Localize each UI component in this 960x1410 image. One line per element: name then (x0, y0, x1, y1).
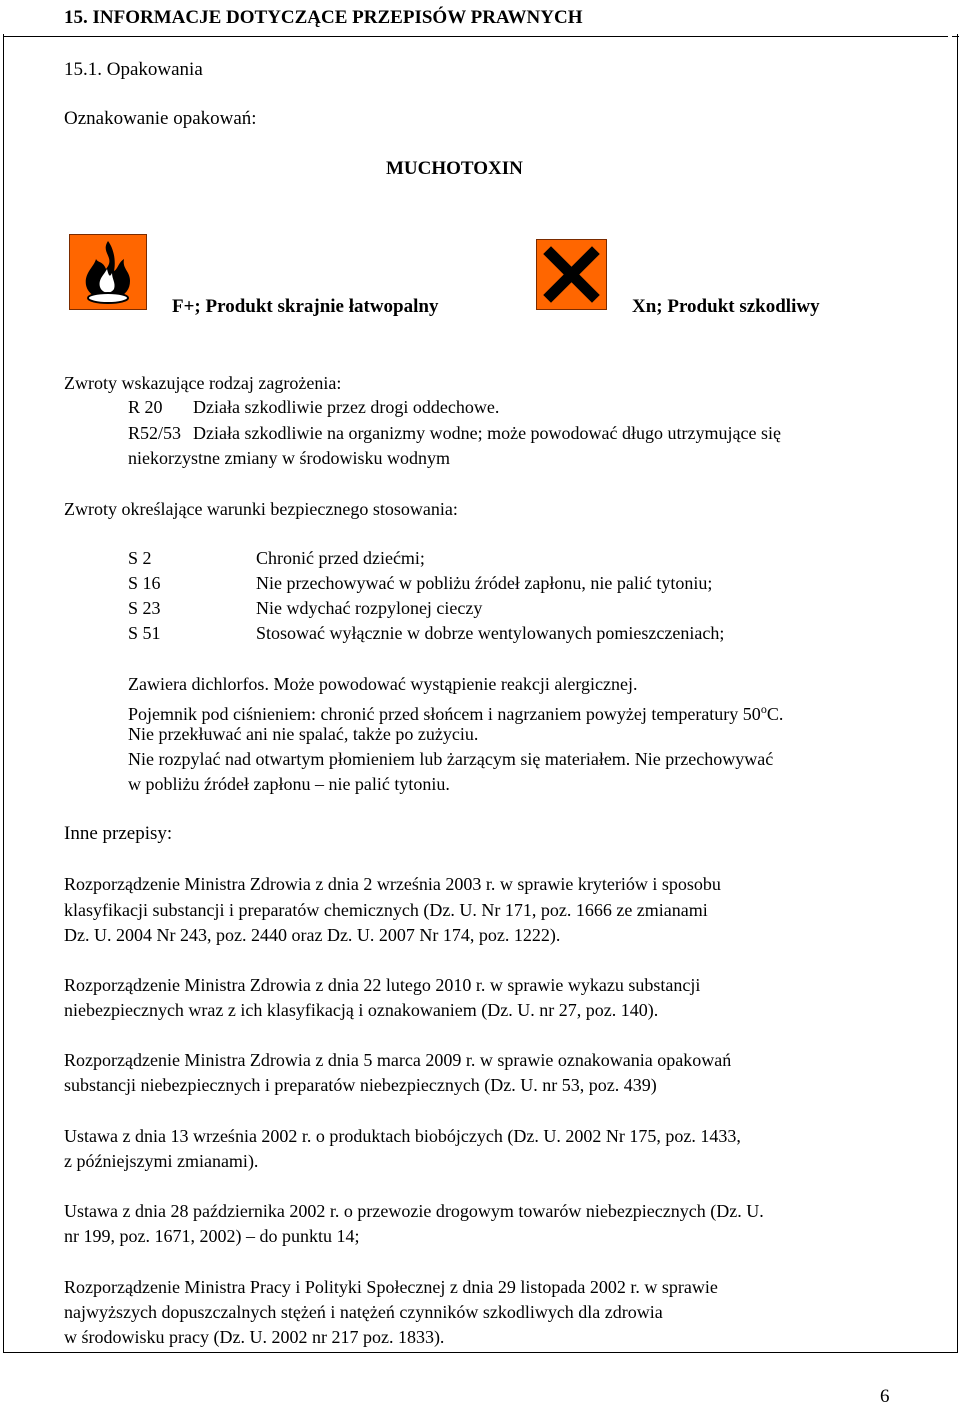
s-phrase-code: S 23 (128, 598, 161, 618)
regulation-line: Ustawa z dnia 28 października 2002 r. o przewozie drogowym towarów niebezpiecznych (Dz. U. (64, 1201, 764, 1221)
other-regulations-label: Inne przepisy: (64, 823, 173, 844)
regulation-line: substancji niebezpiecznych i preparatów niebezpiecznych (Dz. U. nr 53, poz. 439) (64, 1075, 657, 1095)
regulation-line: niebezpiecznych wraz z ich klasyfikacją i oznakowaniem (Dz. U. nr 27, poz. 140). (64, 1000, 659, 1020)
cross-icon (536, 239, 607, 310)
additional-line: Zawiera dichlorfos. Może powodować wystąpienie reakcji alergicznej. (128, 674, 638, 694)
r-phrase-text: Działa szkodliwie przez drogi oddechowe. (193, 397, 500, 417)
regulation-line: Rozporządzenie Ministra Zdrowia z dnia 2 września 2003 r. w sprawie kryteriów i sposobu (64, 874, 721, 894)
r-phrase-code: R 20 (128, 397, 163, 417)
r-phrase-code: R52/53 (128, 423, 182, 443)
section-heading: 15. INFORMACJE DOTYCZĄCE PRZEPISÓW PRAWNYCH (64, 7, 583, 28)
heading-rule-end (952, 36, 959, 37)
label-intro: Oznakowanie opakowań: (64, 108, 257, 129)
s-phrase-text: Chronić przed dziećmi; (256, 548, 425, 568)
r-phrase-text-cont: niekorzystne zmiany w środowisku wodnym (128, 448, 450, 468)
pictogram-caption-flammable: F+; Produkt skrajnie łatwopalny (172, 296, 439, 317)
product-name: MUCHOTOXIN (386, 158, 523, 179)
regulation-line: nr 199, poz. 1671, 2002) – do punktu 14; (64, 1226, 360, 1246)
regulation-line: klasyfikacji substancji i preparatów chemicznych (Dz. U. Nr 171, poz. 1666 ze zmianami (64, 900, 708, 920)
regulation-line: najwyższych dopuszczalnych stężeń i natężeń czynników szkodliwych dla zdrowia (64, 1302, 663, 1322)
s-phrase-code: S 51 (128, 623, 161, 643)
flame-icon (69, 234, 147, 310)
page-number: 6 (880, 1386, 890, 1407)
s-phrase-code: S 16 (128, 573, 161, 593)
s-phrase-text: Nie przechowywać w pobliżu źródeł zapłonu, nie palić tytoniu; (256, 573, 713, 593)
regulation-line: Rozporządzenie Ministra Pracy i Polityki Społecznej z dnia 29 listopada 2002 r. w sprawie (64, 1277, 718, 1297)
regulation-line: Dz. U. 2004 Nr 243, poz. 2440 oraz Dz. U. 2007 Nr 174, poz. 1222). (64, 925, 561, 945)
additional-line: w pobliżu źródeł zapłonu – nie palić tytoniu. (128, 774, 450, 794)
s-phrase-text: Stosować wyłącznie w dobrze wentylowanych pomieszczeniach; (256, 623, 725, 643)
regulation-line: Ustawa z dnia 13 września 2002 r. o produktach biobójczych (Dz. U. 2002 Nr 175, poz. 1433, (64, 1126, 741, 1146)
s-phrase-text: Nie wdychać rozpylonej cieczy (256, 598, 483, 618)
r-phrases-heading: Zwroty wskazujące rodzaj zagrożenia: (64, 373, 342, 393)
pictogram-caption-harmful: Xn; Produkt szkodliwy (632, 296, 820, 317)
additional-line: Pojemnik pod ciśnieniem: chronić przed słońcem i nagrzaniem powyżej temperatury 50$^o$C. (128, 702, 784, 724)
heading-rule (3, 36, 948, 37)
subsection-title: 15.1. Opakowania (64, 59, 203, 80)
regulation-line: Rozporządzenie Ministra Zdrowia z dnia 22 lutego 2010 r. w sprawie wykazu substancji (64, 975, 701, 995)
additional-line: Nie przekłuwać ani nie spalać, także po zużyciu. (128, 724, 479, 744)
regulation-line: w środowisku pracy (Dz. U. 2002 nr 217 poz. 1833). (64, 1327, 445, 1347)
s-phrase-code: S 2 (128, 548, 152, 568)
r-phrase-text: Działa szkodliwie na organizmy wodne; może powodować długo utrzymujące się (193, 423, 781, 443)
additional-line: Nie rozpylać nad otwartym płomieniem lub żarzącym się materiałem. Nie przechowywać (128, 749, 774, 769)
regulation-line: z późniejszymi zmianami). (64, 1151, 259, 1171)
s-phrases-heading: Zwroty określające warunki bezpiecznego stosowania: (64, 499, 458, 519)
degree-superscript: o (760, 702, 767, 716)
regulation-line: Rozporządzenie Ministra Zdrowia z dnia 5 marca 2009 r. w sprawie oznakowania opakowań (64, 1050, 732, 1070)
